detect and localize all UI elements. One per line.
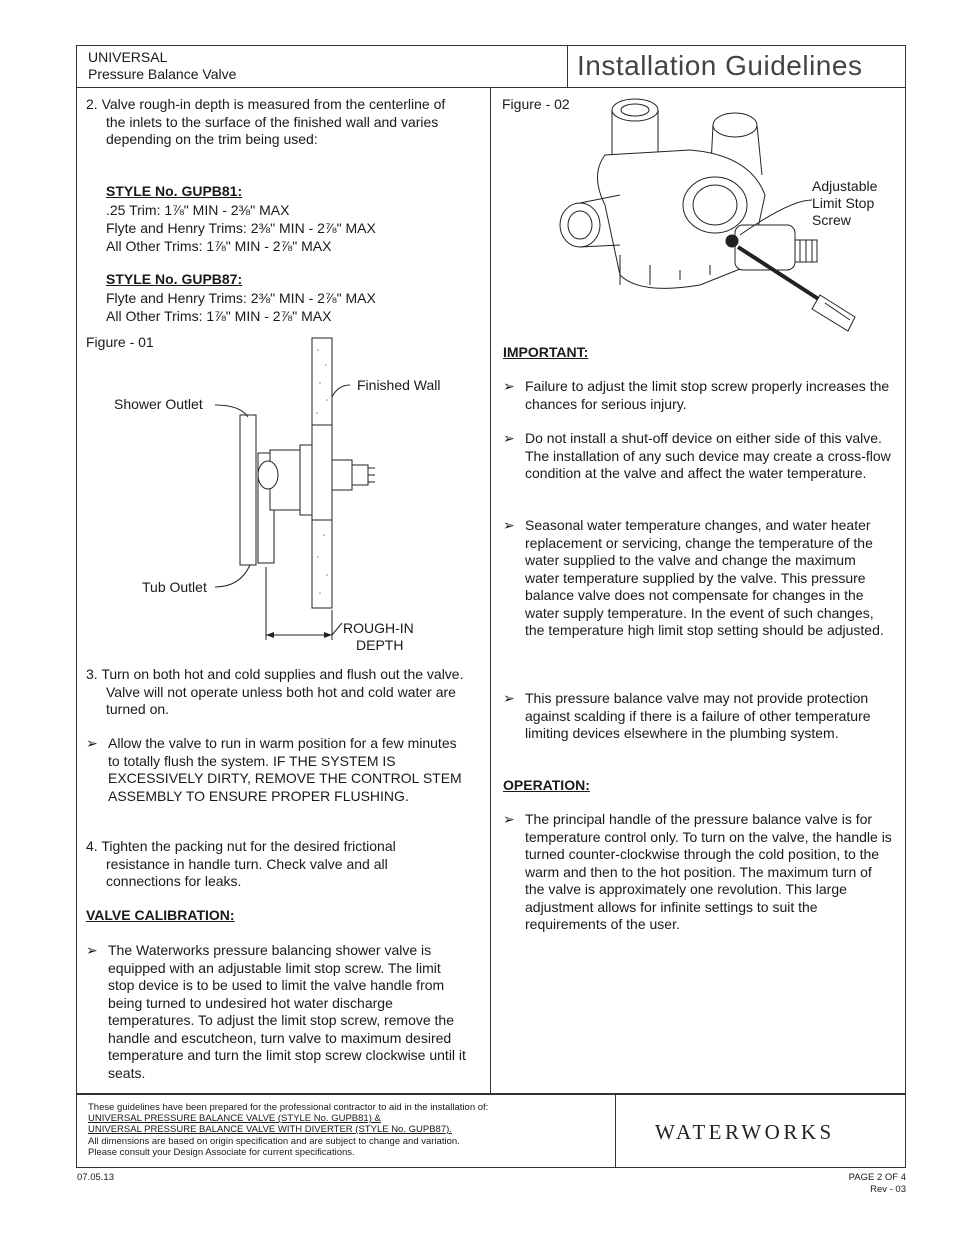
step-3-text: 3. Turn on both hot and cold supplies and flush out the valve. Valve will not operate unless both hot and cold water are turned on. xyxy=(86,666,464,717)
page-number: PAGE 2 OF 4 xyxy=(848,1172,906,1183)
step-4-text: 4. Tighten the packing nut for the desired frictional resistance in handle turn. Check valve and all connections for leaks. xyxy=(86,838,396,889)
bullet-icon: ➢ xyxy=(503,690,515,706)
flush-bullet: ➢ Allow the valve to run in warm position for a few minutes to totally flush the system. IF THE SYSTEM IS EXCESSIVELY DIRTY, REMOVE THE CONTROL STEM ASSEMBLY TO ENSURE PROPER FLUSHING. xyxy=(86,735,462,804)
calibration-bullet: ➢ The Waterworks pressure balancing shower valve is equipped with an adjustable limit stop screw. The limit stop device is to be used to limit the valve handle from being turned to undesired hot water discharge temperatures. To adjust the limit stop screw, remove the handle and escutcheon, turn valve to maximum desired temperature and turn the limit stop screw clockwise until it seats. xyxy=(86,942,466,1081)
finished-wall-leader xyxy=(332,385,350,397)
bullet-icon: ➢ xyxy=(86,942,98,958)
footer-divider xyxy=(615,1094,616,1168)
style-87-line-2: All Other Trims: 1⅞" MIN - 2⅞" MAX xyxy=(106,308,332,324)
style-81-line-2: Flyte and Henry Trims: 2⅜" MIN - 2⅞" MAX xyxy=(106,220,376,236)
revision: Rev - 03 xyxy=(870,1184,906,1195)
product-line-2: Pressure Balance Valve xyxy=(88,66,237,82)
finished-wall-label: Finished Wall xyxy=(357,377,441,393)
product-line-1: UNIVERSAL xyxy=(88,49,168,65)
bullet-icon: ➢ xyxy=(503,811,515,827)
important-bullet-2: ➢ Do not install a shut-off device on either side of this valve. The installation of any such device may create a cross-flow condition at the valve and affect the water temperature. xyxy=(503,430,891,481)
depth-label: DEPTH xyxy=(356,637,404,653)
footer-note-3: Please consult your Design Associate for current specifications. xyxy=(88,1147,355,1158)
column-divider xyxy=(490,88,491,1094)
important-bullet-4: ➢ This pressure balance valve may not provide protection against scalding if there is a failure of other temperature limiting devices elsewhere in the plumbing system. xyxy=(503,690,871,741)
calibration-heading: VALVE CALIBRATION: xyxy=(86,907,235,923)
style-87-heading: STYLE No. GUPB87: xyxy=(106,271,243,287)
finished-wall xyxy=(312,338,332,608)
style-87-line-1: Flyte and Henry Trims: 2⅜" MIN - 2⅞" MAX xyxy=(106,290,376,306)
tub-outlet-label: Tub Outlet xyxy=(142,579,207,595)
figure-02-caption: Figure - 02 xyxy=(502,96,570,112)
important-bullet-3: ➢ Seasonal water temperature changes, and water heater replacement or servicing, change the temperature of the water supplied to the valve and change the maximum water temperature supplied by the valve. This pressure balance valve does not compensate for changes in the water supply temperature. In the event of such changes, the temperature high limit stop setting should be adjusted. xyxy=(503,517,884,638)
brand-logo: WATERWORKS xyxy=(655,1120,835,1144)
limit-stop-label-1: Adjustable xyxy=(812,178,878,194)
limit-stop-label-3: Screw xyxy=(812,212,851,228)
step-2-text: 2. Valve rough-in depth is measured from the centerline of the inlets to the surface of the finished wall and varies depending on the trim being used: xyxy=(86,96,446,147)
bullet-icon: ➢ xyxy=(503,430,515,446)
style-81-line-1: .25 Trim: 1⅞" MIN - 2⅜" MAX xyxy=(106,202,290,218)
style-81-line-3: All Other Trims: 1⅞" MIN - 2⅞" MAX xyxy=(106,238,332,254)
header-divider xyxy=(567,45,568,88)
style-81-heading: STYLE No. GUPB81: xyxy=(106,183,243,199)
tub-outlet-leader xyxy=(215,565,250,587)
footer-note-1: These guidelines have been prepared for the professional contractor to aid in the installation of: xyxy=(88,1102,489,1113)
important-bullet-1: ➢ Failure to adjust the limit stop screw properly increases the chances for serious injury. xyxy=(503,378,890,412)
limit-stop-label-2: Limit Stop xyxy=(812,195,875,211)
bullet-icon: ➢ xyxy=(86,735,98,751)
page-title: Installation Guidelines xyxy=(577,50,863,81)
footer-note-2: All dimensions are based on origin specification and are subject to change and variation. xyxy=(88,1136,460,1147)
footer-link-1[interactable]: UNIVERSAL PRESSURE BALANCE VALVE (STYLE No. GUPB81) & xyxy=(88,1113,381,1124)
rough-in-label: ROUGH-IN xyxy=(343,620,414,636)
shower-outlet-label: Shower Outlet xyxy=(114,396,203,412)
bullet-icon: ➢ xyxy=(503,378,515,394)
document-date: 07.05.13 xyxy=(77,1172,114,1183)
footer-link-2[interactable]: UNIVERSAL PRESSURE BALANCE VALVE WITH DIVERTER (STYLE No. GUPB87). xyxy=(88,1124,452,1135)
limit-stop-screw xyxy=(726,235,738,247)
operation-bullet: ➢ The principal handle of the pressure balance valve is for temperature control only. To turn on the valve, the handle is turned counter-clockwise through the cold position, to the warm and then to the hot position. The maximum turn of the valve is approximately one revolution. This large adjustment allows for infinite settings to suit the requirements of the user. xyxy=(503,811,892,932)
important-heading: IMPORTANT: xyxy=(503,344,589,360)
operation-heading: OPERATION: xyxy=(503,777,590,793)
figure-01-caption: Figure - 01 xyxy=(86,334,154,350)
bullet-icon: ➢ xyxy=(503,517,515,533)
